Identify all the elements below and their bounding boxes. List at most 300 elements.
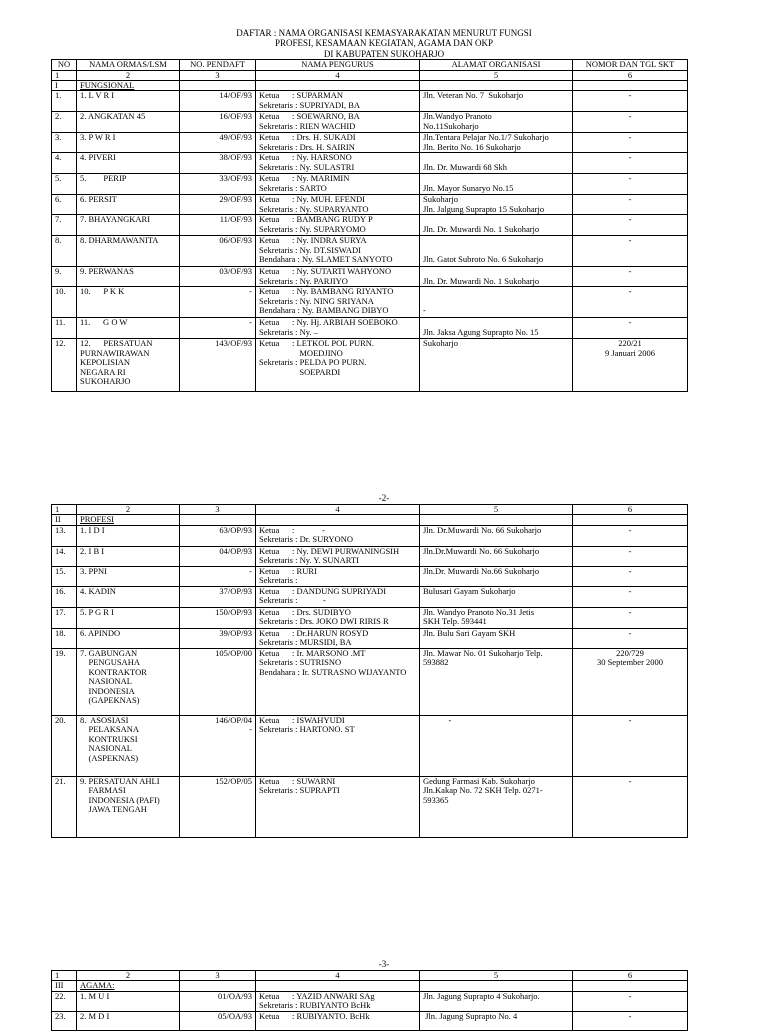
index-row bbox=[52, 505, 688, 515]
address-line: 593882 bbox=[423, 657, 449, 668]
registration-no bbox=[180, 91, 256, 112]
officers-line: Ketua : YAZID ANWARI SAg bbox=[259, 991, 375, 1001]
index-row bbox=[52, 971, 688, 981]
registration-no-line: 38/OF/93 bbox=[219, 152, 252, 163]
address-line: Jln. Wandyo Pranoto No.31 Jetis bbox=[423, 607, 535, 617]
table-page-2 bbox=[51, 504, 688, 838]
section-row bbox=[52, 80, 688, 90]
registration-no-line: 11/OF/93 bbox=[219, 214, 252, 225]
officers-line: Ketua : Ny. INDRA SURYA bbox=[259, 235, 367, 246]
address bbox=[420, 215, 573, 236]
registration-no-line: 63/OP/93 bbox=[219, 525, 252, 535]
skt-number bbox=[573, 1011, 688, 1030]
registration-no bbox=[180, 153, 256, 174]
table-row bbox=[52, 1011, 688, 1030]
address-line: Jln. Dr. Muwardi No. 1 Sukoharjo bbox=[423, 275, 540, 286]
registration-no-line: 04/OP/93 bbox=[219, 546, 252, 556]
index-row bbox=[52, 70, 688, 80]
org-name-line: 4. PIVERI bbox=[80, 152, 116, 163]
address-line bbox=[423, 287, 569, 297]
skt-number bbox=[573, 236, 688, 267]
address bbox=[420, 715, 573, 776]
registration-no bbox=[180, 628, 256, 648]
officers bbox=[256, 318, 420, 339]
address-line: Jln. Jagung Suprapto 4 Sukoharjo. bbox=[423, 991, 540, 1001]
org-name-line: 8. DHARMAWANITA bbox=[80, 235, 159, 246]
org-name-line: KEPOLISIAN bbox=[80, 357, 131, 368]
officers-line: Sekretaris : PELDA PO PURN. bbox=[259, 357, 367, 368]
org-name-line: 1. M U I bbox=[80, 991, 110, 1001]
address-line: Jln.Tentara Pelajar No.1/7 Sukoharjo bbox=[423, 132, 549, 143]
org-name-line: 11. G O W bbox=[80, 317, 128, 328]
officers-line: Sekretaris : Ny. SUPARYANTO bbox=[259, 203, 369, 214]
org-name-line: JAWA TENGAH bbox=[80, 804, 147, 815]
officers-line: Sekretaris : SARTO bbox=[259, 182, 327, 193]
skt-number-line: - bbox=[628, 214, 632, 225]
table-row bbox=[52, 91, 688, 112]
org-name-line: (ASPEKNAS) bbox=[80, 752, 139, 763]
officers-line: Ketua : DANDUNG SUPRIYADI bbox=[259, 586, 387, 596]
org-name bbox=[77, 215, 180, 236]
officers-line: Ketua : SUPARMAN bbox=[259, 90, 343, 101]
address-line: 593365 bbox=[423, 794, 449, 805]
section-number: II bbox=[52, 515, 77, 525]
header-officers: NAMA PENGURUS bbox=[256, 60, 420, 71]
org-name-line: 2. ANGKATAN 45 bbox=[80, 111, 146, 122]
address-line: Jln. Dr.Muwardi No. 66 Sukoharjo bbox=[423, 525, 542, 535]
address-line bbox=[423, 297, 569, 307]
registration-no-line: 150/OP/93 bbox=[215, 607, 252, 617]
officers-line: Bendahara : Ir. SUTRASNO WIJAYANTO bbox=[259, 666, 407, 677]
officers-line: Sekretaris : HARTONO. ST bbox=[259, 724, 355, 735]
address-line: No.11Sukoharjo bbox=[423, 120, 479, 131]
skt-number bbox=[573, 566, 688, 586]
officers-line: Ketua : Ir. MARSONO .MT bbox=[259, 648, 366, 658]
officers-line: Sekretaris : Ny. Y. SUNARTI bbox=[259, 555, 359, 566]
officers-line: Sekretaris : bbox=[259, 575, 298, 586]
row-number: 15. bbox=[52, 566, 77, 586]
skt-number-line: 220/729 bbox=[616, 648, 644, 658]
section-row bbox=[52, 981, 688, 991]
skt-number-line: - bbox=[628, 991, 632, 1001]
officers-line: SOEPARDI bbox=[259, 366, 341, 377]
org-name-line: 6. PERSIT bbox=[80, 194, 117, 205]
registration-no bbox=[180, 133, 256, 153]
skt-number bbox=[573, 546, 688, 566]
officers bbox=[256, 174, 420, 195]
registration-no bbox=[180, 215, 256, 236]
address bbox=[420, 546, 573, 566]
officers bbox=[256, 153, 420, 174]
officers bbox=[256, 648, 420, 715]
officers bbox=[256, 628, 420, 648]
officers bbox=[256, 112, 420, 133]
officers-line: Sekretaris : SUTRISNO bbox=[259, 657, 342, 668]
row-number: 23. bbox=[52, 1011, 77, 1030]
org-name-line: 1. I D I bbox=[80, 525, 105, 535]
registration-no bbox=[180, 525, 256, 546]
org-name-line: FARMASI bbox=[80, 785, 126, 796]
address-line: Jln.Kakap No. 72 SKH Telp. 0271- bbox=[423, 785, 543, 796]
address bbox=[420, 195, 573, 215]
officers-line: Ketua : Drs. SUDIBYO bbox=[259, 607, 351, 617]
address-line: Jln. Mawar No. 01 Sukoharjo Telp. bbox=[423, 648, 543, 658]
skt-number bbox=[573, 215, 688, 236]
org-name bbox=[77, 133, 180, 153]
registration-no bbox=[180, 236, 256, 267]
org-name-line: SUKOHARJO bbox=[80, 376, 131, 387]
row-number: 13. bbox=[52, 525, 77, 546]
skt-number bbox=[573, 153, 688, 174]
address-line: Jln. Gatot Subroto No. 6 Sukoharjo bbox=[423, 254, 544, 265]
address bbox=[420, 1011, 573, 1030]
address bbox=[420, 267, 573, 287]
registration-no-line: 29/OF/93 bbox=[219, 194, 252, 205]
skt-number-line: 9 Januari 2006 bbox=[604, 347, 656, 358]
officers bbox=[256, 236, 420, 267]
officers-line: MOEDJINO bbox=[259, 347, 343, 358]
skt-number-line: - bbox=[628, 1011, 632, 1021]
table-row bbox=[52, 195, 688, 215]
org-name bbox=[77, 566, 180, 586]
table-row bbox=[52, 566, 688, 586]
officers-line: Sekretaris : SUPRIYADI, BA bbox=[259, 99, 361, 110]
address-line: Sukoharjo bbox=[423, 194, 458, 205]
org-name bbox=[77, 153, 180, 174]
officers-line: Sekretaris : Ny. NING SRIYANA bbox=[259, 295, 374, 306]
officers-line: Sekretaris : RIEN WACHID bbox=[259, 120, 356, 131]
index-cell: 4 bbox=[256, 70, 420, 80]
org-name bbox=[77, 318, 180, 339]
row-number: 1. bbox=[52, 91, 77, 112]
org-name-line: 10. P K K bbox=[80, 286, 125, 297]
table-row bbox=[52, 525, 688, 546]
officers-line: Ketua : Ny. Hj. ARBIAH SOEBOKO bbox=[259, 317, 398, 328]
address bbox=[420, 607, 573, 628]
org-name-line: PENGUSAHA bbox=[80, 657, 140, 668]
skt-number-line: - bbox=[628, 266, 632, 277]
index-cell: 2 bbox=[77, 70, 180, 80]
officers-line: Ketua : RURI bbox=[259, 566, 317, 576]
address-line bbox=[423, 236, 569, 246]
officers-line: Ketua : Ny. HARSONO bbox=[259, 152, 352, 163]
officers-line: Sekretaris : - bbox=[259, 595, 326, 606]
skt-number-line: - bbox=[628, 286, 632, 297]
row-number: 5. bbox=[52, 174, 77, 195]
registration-no-line: 49/OF/93 bbox=[219, 132, 252, 143]
header-no: NO bbox=[52, 60, 77, 71]
row-number: 18. bbox=[52, 628, 77, 648]
address-line: Jln. Dr. Muwardi No. 1 Sukoharjo bbox=[423, 223, 540, 234]
table-row bbox=[52, 174, 688, 195]
org-name-line: 8. ASOSIASI bbox=[80, 715, 129, 725]
org-name bbox=[77, 91, 180, 112]
officers bbox=[256, 525, 420, 546]
row-number: 16. bbox=[52, 586, 77, 607]
officers bbox=[256, 133, 420, 153]
skt-number bbox=[573, 174, 688, 195]
officers bbox=[256, 566, 420, 586]
table-page-3 bbox=[51, 970, 688, 1031]
section-row bbox=[52, 515, 688, 525]
title-line-2: PROFESI, KESAMAAN KEGIATAN, AGAMA DAN OKP bbox=[274, 38, 494, 49]
index-cell: 1 bbox=[52, 70, 77, 80]
officers-line: Ketua : SUWARNI bbox=[259, 776, 336, 786]
index-cell: 5 bbox=[420, 971, 573, 981]
skt-number-line: - bbox=[628, 317, 632, 328]
skt-number bbox=[573, 91, 688, 112]
registration-no bbox=[180, 776, 256, 837]
registration-no-line: - bbox=[249, 724, 252, 735]
row-number: 21. bbox=[52, 776, 77, 837]
officers-line: Ketua : Ny. MUH. EFENDI bbox=[259, 194, 365, 205]
org-name bbox=[77, 628, 180, 648]
skt-number-line: - bbox=[628, 235, 632, 246]
registration-no-line: 14/OF/93 bbox=[219, 90, 252, 101]
officers-line: Ketua : - bbox=[259, 525, 325, 535]
registration-no-line: - bbox=[249, 317, 252, 328]
skt-number bbox=[573, 133, 688, 153]
skt-number bbox=[573, 776, 688, 837]
registration-no-line: - bbox=[249, 566, 252, 576]
row-number: 6. bbox=[52, 195, 77, 215]
org-name-line: KONTRAKTOR bbox=[80, 666, 147, 677]
address bbox=[420, 133, 573, 153]
officers-line: Sekretaris : Dr. SURYONO bbox=[259, 534, 353, 545]
row-number: 20. bbox=[52, 715, 77, 776]
row-number: 7. bbox=[52, 215, 77, 236]
address-line: SKH Telp. 593441 bbox=[423, 616, 487, 627]
officers bbox=[256, 546, 420, 566]
address-line: Jln. Jaksa Agung Suprapto No. 15 bbox=[423, 326, 539, 337]
registration-no-line: 37/OP/93 bbox=[219, 586, 252, 596]
officers-line: Ketua : Ny. BAMBANG RIYANTO bbox=[259, 286, 394, 297]
table-row bbox=[52, 776, 688, 837]
skt-number bbox=[573, 195, 688, 215]
table-page-1 bbox=[51, 59, 688, 392]
header-skt: NOMOR DAN TGL SKT bbox=[573, 60, 688, 71]
address bbox=[420, 628, 573, 648]
officers-line: Sekretaris : Ny. DT.SISWADI bbox=[259, 244, 361, 255]
address bbox=[420, 339, 573, 392]
table-row bbox=[52, 318, 688, 339]
officers-line: Ketua : ISWAHYUDI bbox=[259, 715, 345, 725]
page-number-3: -3- bbox=[378, 959, 390, 969]
officers-line: Ketua : Drs. H. SUKADI bbox=[259, 132, 356, 143]
index-cell: 5 bbox=[420, 70, 573, 80]
skt-number-line: - bbox=[628, 132, 632, 143]
org-name-line: 5. PERIP bbox=[80, 173, 127, 184]
address bbox=[420, 91, 573, 112]
registration-no-line: - bbox=[249, 286, 252, 297]
row-number: 12. bbox=[52, 339, 77, 392]
org-name bbox=[77, 1011, 180, 1030]
officers bbox=[256, 339, 420, 392]
address bbox=[420, 318, 573, 339]
address-line: Bulusari Gayam Sukoharjo bbox=[423, 586, 516, 596]
registration-no-line: 03/OF/93 bbox=[219, 266, 252, 277]
registration-no bbox=[180, 586, 256, 607]
row-number: 3. bbox=[52, 133, 77, 153]
org-name bbox=[77, 546, 180, 566]
section-name: AGAMA: bbox=[77, 981, 180, 991]
skt-number bbox=[573, 628, 688, 648]
skt-number bbox=[573, 287, 688, 318]
index-cell: 3 bbox=[180, 505, 256, 515]
officers-line: Sekretaris : RUBIYANTO BcHk bbox=[259, 1000, 371, 1011]
officers-line: Bendahara : Ny. SLAMET SANYOTO bbox=[259, 254, 393, 265]
address bbox=[420, 991, 573, 1011]
section-name: PROFESI bbox=[77, 515, 180, 525]
officers-line: Ketua : BAMBANG RUDY P bbox=[259, 214, 373, 225]
officers-line: Sekretaris : SUPRAPTI bbox=[259, 785, 340, 796]
table-row bbox=[52, 586, 688, 607]
address-line: - bbox=[423, 305, 426, 316]
skt-number-line: - bbox=[628, 586, 632, 596]
address bbox=[420, 776, 573, 837]
officers-line: Sekretaris : MURSIDI, BA bbox=[259, 637, 352, 648]
index-cell: 6 bbox=[573, 505, 688, 515]
index-cell: 4 bbox=[256, 505, 420, 515]
address bbox=[420, 153, 573, 174]
header-address: ALAMAT ORGANISASI bbox=[420, 60, 573, 71]
registration-no-line: 143/OF/93 bbox=[215, 338, 252, 349]
skt-number-line: - bbox=[628, 715, 632, 725]
registration-no bbox=[180, 607, 256, 628]
officers-line: Ketua : Ny. DEWI PURWANINGSIH bbox=[259, 546, 400, 556]
title-line-3: DI KABUPATEN SUKOHARJO bbox=[323, 48, 445, 59]
officers-line: Ketua : Ny. MARIMIN bbox=[259, 173, 350, 184]
officers bbox=[256, 1011, 420, 1030]
registration-no-line: 146/OP/04 bbox=[215, 715, 252, 725]
registration-no bbox=[180, 715, 256, 776]
registration-no bbox=[180, 267, 256, 287]
table-row bbox=[52, 267, 688, 287]
registration-no-line: 01/OA/93 bbox=[218, 991, 252, 1001]
org-name bbox=[77, 339, 180, 392]
address-line: Gedung Farmasi Kab. Sukoharjo bbox=[423, 776, 535, 786]
org-name bbox=[77, 112, 180, 133]
org-name-line: 1. L V R I bbox=[80, 90, 115, 101]
address-line: Jln. Jagung Suprapto No. 4 bbox=[423, 1011, 518, 1021]
skt-number bbox=[573, 112, 688, 133]
registration-no-line: 105/OP/00 bbox=[215, 648, 252, 658]
index-cell: 6 bbox=[573, 70, 688, 80]
registration-no bbox=[180, 339, 256, 392]
row-number: 9. bbox=[52, 267, 77, 287]
skt-number-line: - bbox=[628, 152, 632, 163]
org-name bbox=[77, 287, 180, 318]
index-cell: 4 bbox=[256, 971, 420, 981]
row-number: 10. bbox=[52, 287, 77, 318]
registration-no-line: 16/OF/93 bbox=[219, 111, 252, 122]
registration-no-line: 33/OF/93 bbox=[219, 173, 252, 184]
registration-no-line: 05/OA/93 bbox=[218, 1011, 252, 1021]
table-row bbox=[52, 133, 688, 153]
index-cell: 5 bbox=[420, 505, 573, 515]
row-number: 14. bbox=[52, 546, 77, 566]
address-line: - bbox=[423, 715, 452, 725]
section-number: III bbox=[52, 981, 77, 991]
org-name bbox=[77, 195, 180, 215]
org-name-line: 2. M D I bbox=[80, 1011, 110, 1021]
org-name bbox=[77, 776, 180, 837]
registration-no bbox=[180, 174, 256, 195]
officers bbox=[256, 776, 420, 837]
address bbox=[420, 174, 573, 195]
row-number: 4. bbox=[52, 153, 77, 174]
address-line: Sukoharjo bbox=[423, 338, 458, 349]
officers bbox=[256, 586, 420, 607]
org-name-line: 3. P W R I bbox=[80, 132, 116, 143]
officers-line: Sekretaris : Drs. JOKO DWI RIRIS R bbox=[259, 616, 389, 627]
page-number-2: -2- bbox=[378, 493, 390, 503]
officers bbox=[256, 267, 420, 287]
registration-no-line: 39/OP/93 bbox=[219, 628, 252, 638]
skt-number bbox=[573, 991, 688, 1011]
address-line: Jln. Dr. Muwardi 68 Skh bbox=[423, 161, 508, 172]
table-row bbox=[52, 546, 688, 566]
org-name bbox=[77, 607, 180, 628]
skt-number bbox=[573, 648, 688, 715]
officers-line: Ketua : SOEWARNO, BA bbox=[259, 111, 360, 122]
table-row bbox=[52, 287, 688, 318]
address-line: Jln. Bulu Sari Gayam SKH bbox=[423, 628, 516, 638]
skt-number-line: - bbox=[628, 607, 632, 617]
header-row bbox=[52, 60, 688, 71]
document-title bbox=[0, 28, 768, 59]
registration-no bbox=[180, 112, 256, 133]
org-name-line: 7. GABUNGAN bbox=[80, 648, 138, 658]
row-number: 22. bbox=[52, 991, 77, 1011]
skt-number-line: - bbox=[628, 525, 632, 535]
registration-no bbox=[180, 287, 256, 318]
org-name-line: 6. APINDO bbox=[80, 628, 121, 638]
skt-number-line: - bbox=[628, 776, 632, 786]
address bbox=[420, 586, 573, 607]
org-name bbox=[77, 525, 180, 546]
org-name-line: 7. BHAYANGKARI bbox=[80, 214, 151, 225]
org-name-line: 9. PERWANAS bbox=[80, 266, 134, 277]
index-cell: 1 bbox=[52, 971, 77, 981]
table-row bbox=[52, 607, 688, 628]
skt-number bbox=[573, 318, 688, 339]
skt-number bbox=[573, 607, 688, 628]
org-name-line: (GAPEKNAS) bbox=[80, 695, 140, 706]
registration-no bbox=[180, 648, 256, 715]
table-row bbox=[52, 628, 688, 648]
section-number: I bbox=[52, 80, 77, 90]
officers bbox=[256, 195, 420, 215]
org-name-line: PURNAWIRAWAN bbox=[80, 347, 150, 358]
org-name-line: KONTRUKSI bbox=[80, 733, 138, 744]
address bbox=[420, 287, 573, 318]
skt-number-line: - bbox=[628, 628, 632, 638]
address-line: Jln. Mayor Sunaryo No.15 bbox=[423, 182, 514, 193]
officers-line: Ketua : Ny. SUTARTI WAHYONO bbox=[259, 266, 392, 277]
address-line: Jln. Veteran No. 7 Sukoharjo bbox=[423, 90, 524, 101]
skt-number bbox=[573, 339, 688, 392]
table-row bbox=[52, 339, 688, 392]
address bbox=[420, 648, 573, 715]
row-number: 19. bbox=[52, 648, 77, 715]
org-name bbox=[77, 586, 180, 607]
index-cell: 2 bbox=[77, 505, 180, 515]
org-name-line: INDONESIA bbox=[80, 685, 135, 696]
section-name: FUNGSIONAL bbox=[77, 80, 180, 90]
org-name-line: 3. PPNI bbox=[80, 566, 107, 576]
index-cell: 1 bbox=[52, 505, 77, 515]
